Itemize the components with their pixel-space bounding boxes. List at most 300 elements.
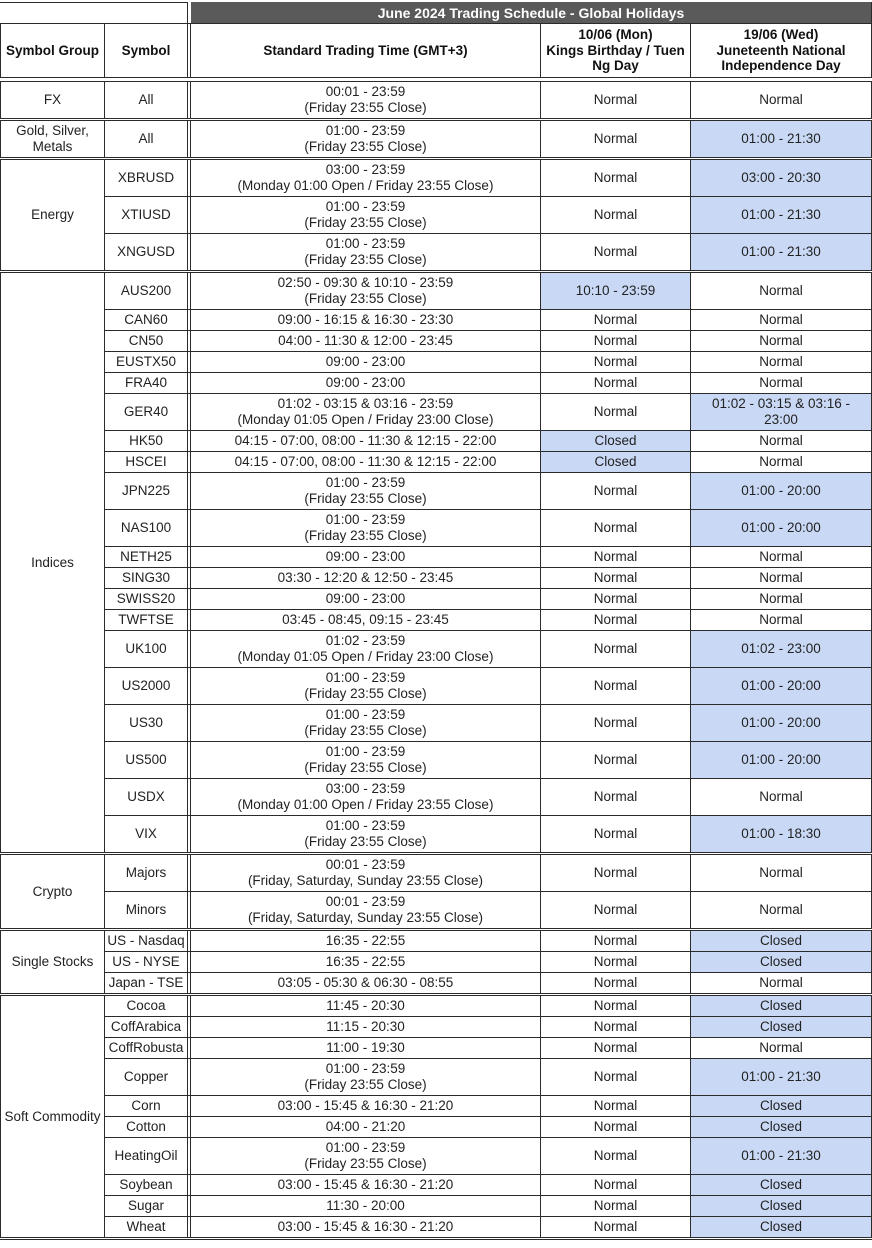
holiday-2-cell <box>691 1038 871 1058</box>
grid-line <box>690 630 691 668</box>
grid-line <box>540 472 541 510</box>
grid-line <box>690 546 691 568</box>
grid-line <box>0 1239 872 1240</box>
cell-text: Normal <box>593 998 638 1013</box>
cell-text: Ng Day <box>592 58 639 74</box>
standard-time-cell <box>191 610 540 630</box>
holiday-2-cell <box>691 973 871 993</box>
cell-text: (Friday 23:55 Close) <box>304 139 427 154</box>
standard-time-cell <box>191 510 540 546</box>
cell-text: 01:02 - 03:15 & 03:16 - 23:59 <box>277 396 454 411</box>
standard-time-cell <box>191 779 540 815</box>
grid-line <box>187 1216 188 1238</box>
holiday-1-cell <box>541 197 690 233</box>
symbol-cell-corn <box>105 1096 187 1116</box>
cell-text: Metals <box>32 139 73 154</box>
cell-text: 01:00 - 20:00 <box>741 715 821 730</box>
holiday-2-cell <box>691 473 871 509</box>
grid-line <box>187 1095 188 1117</box>
grid-line <box>0 993 872 994</box>
grid-line <box>190 588 191 610</box>
holiday-1-cell <box>541 931 690 951</box>
cell-text: Crypto <box>32 883 73 899</box>
cell-text: Indices <box>31 554 74 570</box>
cell-text: Normal <box>593 591 638 606</box>
symbol-group-cell <box>1 931 104 993</box>
cell-text: Normal <box>759 789 803 804</box>
holiday-1-cell <box>541 973 690 993</box>
grid-line <box>0 930 1 994</box>
grid-line <box>690 309 691 331</box>
cell-text: Normal <box>593 333 638 348</box>
standard-time-cell <box>191 121 540 157</box>
grid-line <box>104 351 105 373</box>
grid-line <box>690 1058 691 1096</box>
cell-text: 04:15 - 07:00, 08:00 - 11:30 & 12:15 - 22:00 <box>234 454 497 469</box>
holiday-1-cell <box>541 631 690 667</box>
standard-time-cell <box>191 394 540 430</box>
symbol-cell-fra40 <box>105 373 187 393</box>
cell-text: XNGUSD <box>117 244 175 259</box>
cell-text: (Friday 23:55 Close) <box>304 291 427 306</box>
cell-text: All <box>138 92 154 107</box>
grid-line <box>540 81 541 119</box>
grid-line <box>0 23 1 78</box>
grid-line <box>190 1016 191 1038</box>
grid-line <box>187 546 188 568</box>
cell-text: Normal <box>593 1148 638 1163</box>
holiday-1-cell <box>541 1117 690 1137</box>
grid-line <box>0 854 1 929</box>
holiday-2-cell <box>691 931 871 951</box>
cell-text: 10/06 (Mon) <box>578 27 653 43</box>
cell-text: Normal <box>593 170 638 185</box>
grid-line <box>540 120 541 158</box>
header-symbol <box>105 24 187 77</box>
grid-line <box>187 930 188 952</box>
grid-line <box>187 951 188 973</box>
grid-line <box>104 995 105 1017</box>
cell-text: Wheat <box>126 1219 166 1234</box>
holiday-2-cell <box>691 568 871 588</box>
holiday-2-cell <box>691 197 871 233</box>
cell-text: Normal <box>759 283 803 298</box>
header-holiday-2 <box>691 24 871 77</box>
grid-line <box>104 81 105 119</box>
holiday-2-cell <box>691 547 871 567</box>
standard-time-cell <box>191 952 540 972</box>
grid-line <box>0 81 1 119</box>
grid-line <box>690 233 691 271</box>
cell-text: (Friday, Saturday, Sunday 23:55 Close) <box>247 910 484 925</box>
holiday-2-cell <box>691 705 871 741</box>
cell-text: USDX <box>127 789 165 804</box>
grid-line <box>690 609 691 631</box>
grid-line <box>104 1174 105 1196</box>
grid-line <box>540 567 541 589</box>
grid-line <box>190 704 191 742</box>
cell-text: 01:00 - 20:00 <box>741 752 821 767</box>
grid-line <box>187 309 188 331</box>
holiday-2-cell <box>691 1196 871 1216</box>
cell-text: 11:00 - 19:30 <box>326 1040 405 1055</box>
symbol-cell-vix <box>105 816 187 852</box>
holiday-1-cell <box>541 331 690 351</box>
cell-text: 09:00 - 23:00 <box>325 591 406 606</box>
cell-text: 01:00 - 21:30 <box>741 244 821 259</box>
cell-text: 00:01 - 23:59 <box>325 894 406 909</box>
grid-line <box>690 1216 691 1238</box>
symbol-cell-cocoa <box>105 996 187 1016</box>
cell-text: CoffRobusta <box>108 1040 184 1055</box>
cell-text: AUS200 <box>120 283 172 298</box>
cell-text: Normal <box>759 454 803 469</box>
holiday-2-cell <box>691 452 871 472</box>
grid-line <box>540 351 541 373</box>
grid-line <box>104 704 105 742</box>
cell-text: (Friday 23:55 Close) <box>304 215 427 230</box>
grid-line <box>540 309 541 331</box>
grid-line <box>187 81 188 119</box>
holiday-2-cell <box>691 160 871 196</box>
standard-time-cell <box>191 352 540 372</box>
cell-text: Closed <box>594 454 637 469</box>
cell-text: Closed <box>759 1098 803 1113</box>
cell-text: JPN225 <box>121 483 171 498</box>
holiday-2-cell <box>691 121 871 157</box>
grid-line <box>190 196 191 234</box>
grid-line <box>540 588 541 610</box>
grid-line <box>540 995 541 1017</box>
cell-text: Normal <box>593 354 638 369</box>
standard-time-cell <box>191 742 540 778</box>
grid-line <box>540 430 541 452</box>
holiday-2-cell <box>691 331 871 351</box>
holiday-1-cell <box>541 589 690 609</box>
cell-text: 01:00 - 21:30 <box>741 1148 821 1163</box>
cell-text: FRA40 <box>124 375 168 390</box>
holiday-1-cell <box>541 1059 690 1095</box>
cell-text: 01:00 - 21:30 <box>741 207 821 222</box>
cell-text: 16:35 - 22:55 <box>325 933 406 948</box>
grid-line <box>104 951 105 973</box>
cell-text: Normal <box>593 933 638 948</box>
grid-line <box>690 951 691 973</box>
cell-text: Corn <box>131 1098 161 1113</box>
cell-text: US500 <box>125 752 167 767</box>
standard-time-cell <box>191 1196 540 1216</box>
grid-line <box>190 1037 191 1059</box>
grid-line <box>690 667 691 705</box>
grid-line <box>187 330 188 352</box>
grid-line <box>104 1037 105 1059</box>
grid-line <box>690 815 691 853</box>
cell-text: 01:00 - 20:00 <box>741 483 821 498</box>
grid-line <box>104 233 105 271</box>
grid-line <box>187 233 188 271</box>
standard-time-cell <box>191 452 540 472</box>
cell-text: 10:10 - 23:59 <box>575 283 656 298</box>
title-blank-area <box>1 2 188 23</box>
grid-line <box>540 233 541 271</box>
holiday-1-cell <box>541 1175 690 1195</box>
cell-text: TWFTSE <box>118 612 174 627</box>
grid-line <box>104 472 105 510</box>
cell-text: Closed <box>759 1119 803 1134</box>
cell-text: Soybean <box>119 1177 173 1192</box>
grid-line <box>104 372 105 394</box>
holiday-1-cell <box>541 234 690 270</box>
grid-line <box>540 196 541 234</box>
cell-text: 11:15 - 20:30 <box>326 1019 405 1034</box>
cell-text: CoffArabica <box>110 1019 182 1034</box>
symbol-cell-heatingoil <box>105 1138 187 1174</box>
grid-line <box>104 567 105 589</box>
grid-line <box>104 741 105 779</box>
grid-line <box>190 1116 191 1138</box>
cell-text: XTIUSD <box>121 207 171 222</box>
cell-text: Normal <box>593 1198 638 1213</box>
cell-text: Energy <box>31 207 74 222</box>
symbol-group-cell <box>1 160 104 270</box>
standard-time-cell <box>191 1217 540 1237</box>
grid-line <box>690 509 691 547</box>
holiday-2-cell <box>691 1117 871 1137</box>
holiday-1-cell <box>541 1038 690 1058</box>
grid-line <box>190 1216 191 1238</box>
grid-line <box>690 1137 691 1175</box>
grid-line <box>190 1137 191 1175</box>
cell-text: (Monday 01:05 Open / Friday 23:00 Close) <box>237 412 494 427</box>
grid-line <box>690 972 691 994</box>
cell-text: Normal <box>759 612 803 627</box>
holiday-2-cell <box>691 996 871 1016</box>
grid-line <box>104 609 105 631</box>
grid-line <box>104 330 105 352</box>
cell-text: 09:00 - 16:15 & 16:30 - 23:30 <box>277 312 454 327</box>
header-symbol-group <box>1 24 104 77</box>
holiday-1-cell <box>541 373 690 393</box>
holiday-1-cell <box>541 1217 690 1237</box>
holiday-1-cell <box>541 996 690 1016</box>
cell-text: CAN60 <box>124 312 168 327</box>
cell-text: 03:00 - 20:30 <box>741 170 821 185</box>
grid-line <box>0 120 1 158</box>
grid-line <box>540 23 541 78</box>
cell-text: 01:00 - 23:59 <box>325 236 406 251</box>
grid-line <box>187 272 188 310</box>
symbol-cell-hk50 <box>105 431 187 451</box>
holiday-1-cell <box>541 779 690 815</box>
cell-text: (Friday 23:55 Close) <box>304 1156 427 1171</box>
grid-line <box>540 704 541 742</box>
grid-line <box>104 930 105 952</box>
cell-text: Normal <box>593 715 638 730</box>
grid-line <box>540 1116 541 1138</box>
symbol-cell-hscei <box>105 452 187 472</box>
cell-text: 09:00 - 23:00 <box>325 354 406 369</box>
cell-text: Normal <box>759 549 803 564</box>
holiday-1-cell <box>541 431 690 451</box>
cell-text: Normal <box>593 641 638 656</box>
cell-text: Normal <box>593 789 638 804</box>
cell-text: Normal <box>593 570 638 585</box>
symbol-cell-neth25 <box>105 547 187 567</box>
holiday-2-cell <box>691 373 871 393</box>
grid-line <box>540 1137 541 1175</box>
holiday-1-cell <box>541 610 690 630</box>
grid-line <box>190 330 191 352</box>
grid-line <box>104 1016 105 1038</box>
grid-line <box>190 741 191 779</box>
symbol-cell-sing30 <box>105 568 187 588</box>
symbol-cell-uk100 <box>105 631 187 667</box>
cell-text: (Friday 23:55 Close) <box>304 760 427 775</box>
grid-line <box>190 546 191 568</box>
cell-text: 01:02 - 03:15 & 03:16 - <box>711 396 851 411</box>
grid-line <box>187 588 188 610</box>
standard-time-cell <box>191 473 540 509</box>
cell-text: (Friday 23:55 Close) <box>304 686 427 701</box>
holiday-1-cell <box>541 160 690 196</box>
grid-line <box>690 1095 691 1117</box>
grid-line <box>540 1195 541 1217</box>
grid-line <box>690 891 691 929</box>
cell-text: XBRUSD <box>117 170 175 185</box>
cell-text: Juneteenth National <box>716 42 846 58</box>
grid-line <box>190 1095 191 1117</box>
cell-text: Normal <box>593 483 638 498</box>
standard-time-cell <box>191 547 540 567</box>
cell-text: HK50 <box>129 433 163 448</box>
grid-line <box>104 1195 105 1217</box>
cell-text: Soft Commodity <box>4 1108 101 1124</box>
grid-line <box>190 451 191 473</box>
symbol-cell-us500 <box>105 742 187 778</box>
holiday-1-cell <box>541 547 690 567</box>
grid-line <box>690 451 691 473</box>
grid-line <box>187 430 188 452</box>
holiday-1-cell <box>541 1196 690 1216</box>
symbol-cell-twftse <box>105 610 187 630</box>
cell-text: Normal <box>593 549 638 564</box>
grid-line <box>0 272 1 853</box>
holiday-2-cell <box>691 668 871 704</box>
symbol-group-cell <box>1 855 104 928</box>
cell-text: Normal <box>593 1019 638 1034</box>
symbol-cell-jpn225 <box>105 473 187 509</box>
grid-line <box>190 472 191 510</box>
symbol-cell-copper <box>105 1059 187 1095</box>
holiday-2-cell <box>691 742 871 778</box>
grid-line <box>190 309 191 331</box>
cell-text: 03:05 - 05:30 & 06:30 - 08:55 <box>277 975 454 990</box>
holiday-1-cell <box>541 816 690 852</box>
cell-text: US - Nasdaq <box>107 933 185 948</box>
cell-text: HeatingOil <box>114 1148 178 1163</box>
holiday-2-cell <box>691 273 871 309</box>
cell-text: Normal <box>759 312 803 327</box>
grid-line <box>187 567 188 589</box>
grid-line <box>104 451 105 473</box>
grid-line <box>104 588 105 610</box>
standard-time-cell <box>191 310 540 330</box>
cell-text: VIX <box>135 826 157 841</box>
grid-line <box>104 815 105 853</box>
holiday-2-cell <box>691 855 871 891</box>
grid-line <box>187 1037 188 1059</box>
standard-time-cell <box>191 816 540 852</box>
cell-text: Normal <box>593 404 638 419</box>
cell-text: 03:00 - 23:59 <box>325 781 406 796</box>
cell-text: 19/06 (Wed) <box>743 27 819 43</box>
grid-line <box>104 972 105 994</box>
cell-text: Copper <box>123 1069 169 1084</box>
cell-text: Single Stocks <box>11 954 94 969</box>
grid-line <box>187 609 188 631</box>
grid-line <box>187 1195 188 1217</box>
grid-line <box>190 81 191 119</box>
grid-line <box>104 891 105 929</box>
grid-line <box>190 567 191 589</box>
grid-line <box>187 2 188 78</box>
cell-text: (Monday 01:00 Open / Friday 23:55 Close) <box>237 797 494 812</box>
holiday-2-cell <box>691 1059 871 1095</box>
holiday-2-cell <box>691 589 871 609</box>
holiday-1-cell <box>541 273 690 309</box>
cell-text: Normal <box>593 131 638 146</box>
cell-text: Normal <box>593 520 638 535</box>
standard-time-cell <box>191 234 540 270</box>
symbol-group-cell <box>1 82 104 118</box>
holiday-1-cell <box>541 568 690 588</box>
grid-line <box>540 1174 541 1196</box>
cell-text: Kings Birthday / Tuen <box>546 42 685 58</box>
grid-line <box>190 120 191 158</box>
cell-text: Normal <box>593 92 638 107</box>
grid-line <box>540 451 541 473</box>
cell-text: (Monday 01:00 Open / Friday 23:55 Close) <box>237 178 494 193</box>
holiday-2-cell <box>691 352 871 372</box>
cell-text: Closed <box>759 954 803 969</box>
cell-text: Normal <box>593 1219 638 1234</box>
holiday-1-cell <box>541 473 690 509</box>
holiday-1-cell <box>541 352 690 372</box>
grid-line <box>690 393 691 431</box>
grid-line <box>0 270 872 271</box>
grid-line <box>187 1058 188 1096</box>
grid-line <box>187 854 188 892</box>
grid-line <box>187 120 188 158</box>
grid-line <box>540 930 541 952</box>
grid-line <box>190 23 191 78</box>
grid-line <box>187 995 188 1017</box>
cell-text: Normal <box>593 375 638 390</box>
standard-time-cell <box>191 589 540 609</box>
header-holiday-1 <box>541 24 690 77</box>
symbol-cell-eustx50 <box>105 352 187 372</box>
standard-time-cell <box>191 1138 540 1174</box>
grid-line <box>690 472 691 510</box>
cell-text: Normal <box>593 1069 638 1084</box>
cell-text: Normal <box>759 570 803 585</box>
grid-line <box>690 351 691 373</box>
grid-line <box>187 815 188 853</box>
holiday-2-cell <box>691 234 871 270</box>
grid-line <box>0 928 872 929</box>
grid-line <box>187 509 188 547</box>
grid-line <box>540 854 541 892</box>
